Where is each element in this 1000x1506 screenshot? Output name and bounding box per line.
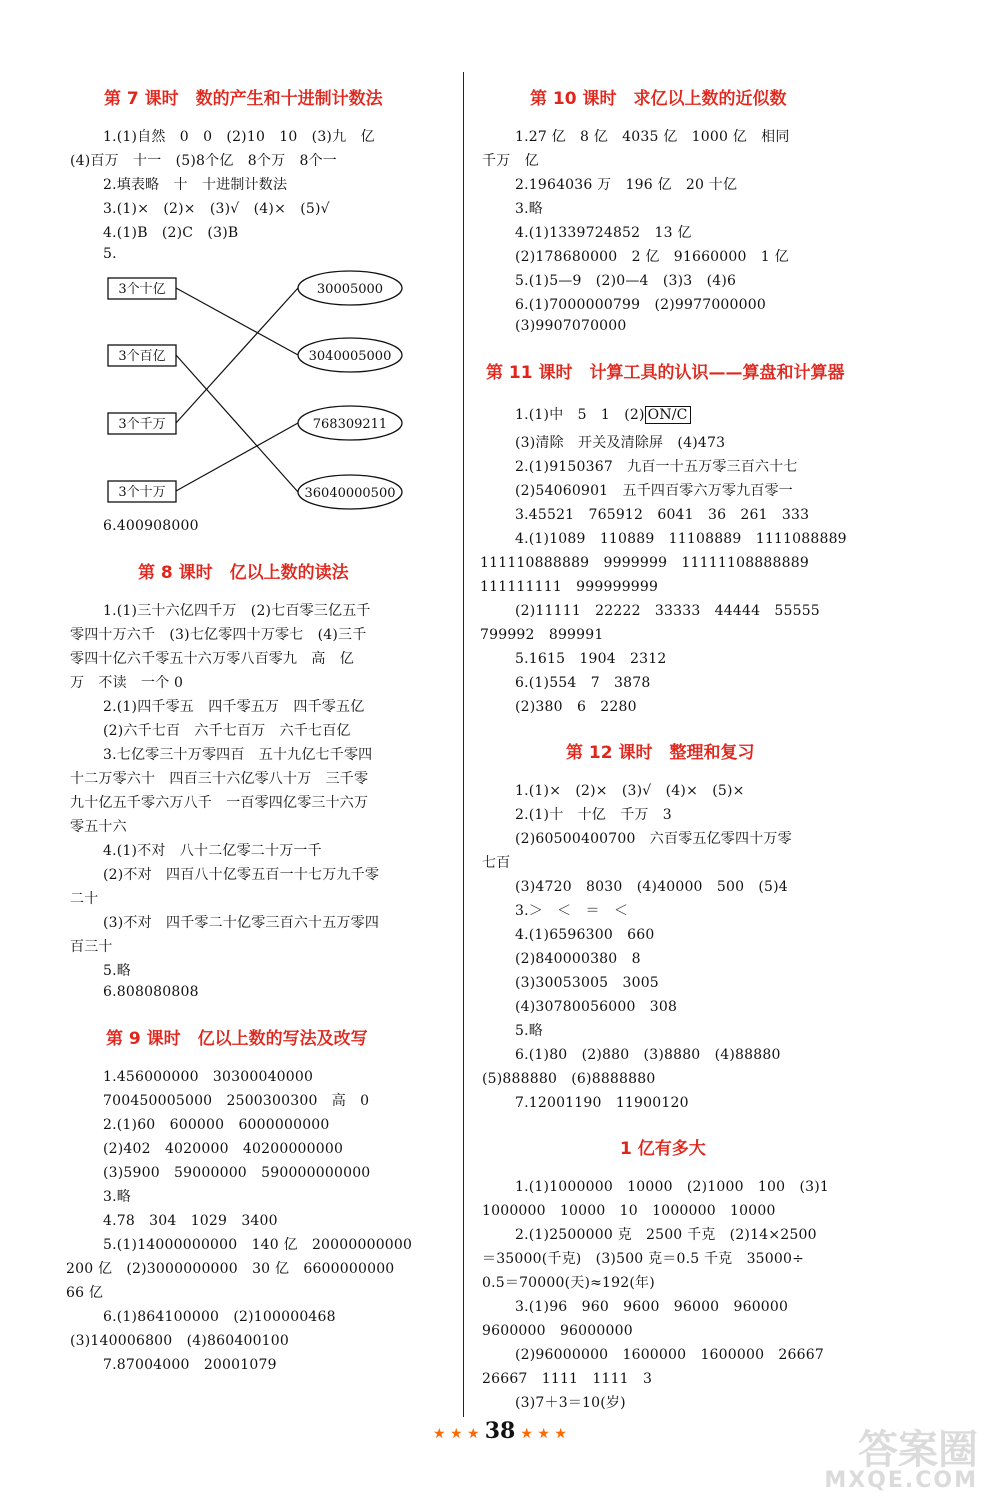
section-title-one-yi: 1 亿有多大 — [620, 1139, 706, 1159]
answer-line: 2.填表略 十 十进制计数法 — [103, 177, 288, 193]
answer-line: 6.(1)7000000799 (2)9977000000 — [515, 297, 766, 313]
answer-line: (3)清除 开关及清除屏 (4)473 — [515, 435, 726, 451]
answer-line: 1000000 10000 10 1000000 10000 — [482, 1203, 776, 1219]
answer-line: 2.(1)四千零五 四千零五万 四千零五亿 — [103, 699, 365, 715]
answer-line: (2)不对 四百八十亿零五百一十七万九千零 — [103, 867, 380, 883]
answer-line: 4.(1)不对 八十二亿零二十万一千 — [103, 843, 322, 859]
answer-line: 3.略 — [515, 201, 543, 217]
oval-label: 3040005000 — [308, 349, 392, 364]
answer-line: 66 亿 — [66, 1285, 104, 1301]
answer-line: 九十亿五千零六万八千 一百零四亿零三十六万 — [70, 795, 369, 811]
answer-line: (3)140006800 (4)860400100 — [70, 1333, 289, 1349]
answer-line: 5.1615 1904 2312 — [515, 651, 667, 667]
oval-label: 30005000 — [316, 282, 384, 297]
answer-line: 2.(1)60 600000 6000000000 — [103, 1117, 330, 1133]
match-line — [176, 355, 298, 492]
answer-line: 5.(1)14000000000 140 亿 20000000000 — [103, 1237, 413, 1253]
answer-line: 111110888889 9999999 11111108888889 — [480, 555, 809, 571]
answer-line: 700450005000 2500300300 高 0 — [103, 1093, 370, 1109]
answer-line: 9600000 96000000 — [482, 1323, 633, 1339]
answer-line — [515, 404, 691, 424]
answer-line: 二十 — [70, 891, 99, 907]
answer-line: 5.(1)5—9 (2)0—4 (3)3 (4)6 — [515, 273, 737, 289]
match-line — [176, 288, 298, 423]
answer-line: 7.87004000 20001079 — [103, 1357, 277, 1373]
answer-line: (4)百万 十一 (5)8个亿 8个万 8个一 — [70, 153, 337, 169]
watermark-domain: MXQE.COM — [824, 1468, 978, 1493]
section-title-lesson-7: 第 7 课时 数的产生和十进制计数法 — [104, 89, 383, 109]
answer-line: 2.(1)十 十亿 千万 3 — [515, 807, 672, 823]
answer-line: (2)840000380 8 — [515, 951, 641, 967]
answer-line: 2.1964036 万 196 亿 20 十亿 — [515, 177, 738, 193]
answer-text: 1.(1)中 5 1 (2) — [515, 407, 645, 423]
box-label: 3个百亿 — [118, 349, 166, 364]
answer-line: (4)30780056000 308 — [515, 999, 678, 1015]
answer-line: ＝35000(千克) (3)500 克＝0.5 千克 35000÷ — [482, 1251, 805, 1267]
answer-line: 5. — [103, 246, 117, 262]
watermark-text: 答案圈 — [858, 1427, 978, 1473]
answer-line: (2)六千七百 六千七百万 六千七百亿 — [103, 723, 351, 739]
answer-line: 0.5＝70000(天)≈192(年) — [482, 1275, 655, 1291]
answer-line: 6.400908000 — [103, 518, 199, 534]
answer-line: (2)60500400700 六百零五亿零四十万零 — [515, 831, 792, 847]
section-title-lesson-8: 第 8 课时 亿以上数的读法 — [138, 563, 349, 583]
answer-line: 26667 1111 1111 3 — [482, 1371, 653, 1387]
answer-line: (3)不对 四千零二十亿零三百六十五万零四 — [103, 915, 380, 931]
section-title-lesson-12: 第 12 课时 整理和复习 — [566, 743, 755, 763]
answer-line: 千万 亿 — [482, 153, 539, 169]
answer-line: 7.12001190 11900120 — [515, 1095, 689, 1111]
answer-line: 4.(1)6596300 660 — [515, 927, 655, 943]
answer-line: 4.78 304 1029 3400 — [103, 1213, 278, 1229]
box-label: 3个十万 — [118, 485, 166, 500]
answer-line: 3.七亿零三十万零四百 五十九亿七千零四 — [103, 747, 373, 763]
answer-line: 七百 — [482, 855, 511, 871]
answer-line: 6.(1)864100000 (2)100000468 — [103, 1309, 336, 1325]
answer-line: (2)96000000 1600000 1600000 26667 — [515, 1347, 824, 1363]
answer-line: 1.(1)1000000 10000 (2)1000 100 (3)1 — [515, 1179, 829, 1195]
watermark-logo — [824, 1427, 978, 1493]
answer-line: 799992 899991 — [480, 627, 604, 643]
answer-line: (2)11111 22222 33333 44444 55555 — [515, 603, 820, 619]
answer-line: (3)4720 8030 (4)40000 500 (5)4 — [515, 879, 788, 895]
page-number: 38 — [484, 1418, 516, 1444]
match-line — [176, 423, 298, 491]
answer-line: 1.(1)× (2)× (3)√ (4)× (5)× — [515, 783, 745, 799]
answer-line: (2)178680000 2 亿 91660000 1 亿 — [515, 249, 789, 265]
on-c-key: ON/C — [645, 406, 691, 424]
star-icon: ★ ★ ★ — [433, 1426, 480, 1442]
answer-line: (3)5900 59000000 590000000000 — [103, 1165, 371, 1181]
answer-line: 3.略 — [103, 1189, 131, 1205]
oval-label: 36040000500 — [304, 486, 396, 501]
answer-line: 零四十亿六千零五十六万零八百零九 高 亿 — [70, 651, 354, 667]
answer-line: 5.略 — [103, 963, 131, 979]
answer-line: 4.(1)1089 110889 11108889 1111088889 — [515, 531, 847, 547]
answer-line: 3.＞ ＜ ＝ ＜ — [515, 903, 629, 919]
answer-line: 6.(1)554 7 3878 — [515, 675, 651, 691]
answer-line: 4.(1)1339724852 13 亿 — [515, 225, 692, 241]
answer-line: 1.456000000 30300040000 — [103, 1069, 314, 1085]
answer-line: 零四十万六千 (3)七亿零四十万零七 (4)三千 — [70, 627, 367, 643]
answer-line: 2.(1)2500000 克 2500 千克 (2)14×2500 — [515, 1227, 817, 1243]
box-label: 3个十亿 — [118, 282, 166, 297]
answer-line: 4.(1)B (2)C (3)B — [103, 225, 239, 241]
answer-line: 200 亿 (2)3000000000 30 亿 6600000000 — [66, 1261, 395, 1277]
answer-line: (2)54060901 五千四百零六万零九百零一 — [515, 483, 793, 499]
answer-line: (3)9907070000 — [515, 318, 627, 334]
answer-line: 1.27 亿 8 亿 4035 亿 1000 亿 相同 — [515, 129, 790, 145]
answer-line: (2)380 6 2280 — [515, 699, 637, 715]
answer-line: (2)402 4020000 40200000000 — [103, 1141, 344, 1157]
answer-line: 6.808080808 — [103, 984, 199, 1000]
section-title-lesson-9: 第 9 课时 亿以上数的写法及改写 — [106, 1029, 368, 1049]
answer-line: 万 不读 一个 0 — [70, 675, 184, 691]
section-title-lesson-11: 第 11 课时 计算工具的认识——算盘和计算器 — [486, 363, 845, 383]
star-icon: ★ ★ ★ — [520, 1426, 567, 1442]
matching-diagram — [100, 262, 420, 512]
oval-label: 768309211 — [312, 417, 388, 432]
answer-line: 111111111 999999999 — [480, 579, 659, 595]
answer-line: (3)7＋3＝10(岁) — [515, 1395, 626, 1411]
answer-line: 3.(1)× (2)× (3)√ (4)× (5)√ — [103, 201, 330, 217]
match-line — [176, 288, 298, 355]
answer-line: 3.45521 765912 6041 36 261 333 — [515, 507, 810, 523]
answer-line: (3)30053005 3005 — [515, 975, 659, 991]
answer-line: 2.(1)9150367 九百一十五万零三百六十七 — [515, 459, 798, 475]
answer-line: 6.(1)80 (2)880 (3)8880 (4)88880 — [515, 1047, 781, 1063]
section-title-lesson-10: 第 10 课时 求亿以上数的近似数 — [530, 89, 787, 109]
answer-line: 1.(1)自然 0 0 (2)10 10 (3)九 亿 — [103, 129, 375, 145]
answer-line: 5.略 — [515, 1023, 543, 1039]
answer-line: 十二万零六十 四百三十六亿零八十万 三千零 — [70, 771, 369, 787]
answer-line: 3.(1)96 960 9600 96000 960000 — [515, 1299, 789, 1315]
box-label: 3个千万 — [118, 417, 166, 432]
answer-line: (5)888880 (6)8888880 — [482, 1071, 656, 1087]
answer-line: 零五十六 — [70, 819, 127, 835]
answer-line: 1.(1)三十六亿四千万 (2)七百零三亿五千 — [103, 603, 371, 619]
column-divider — [463, 72, 464, 1417]
answer-line: 百三十 — [70, 939, 113, 955]
